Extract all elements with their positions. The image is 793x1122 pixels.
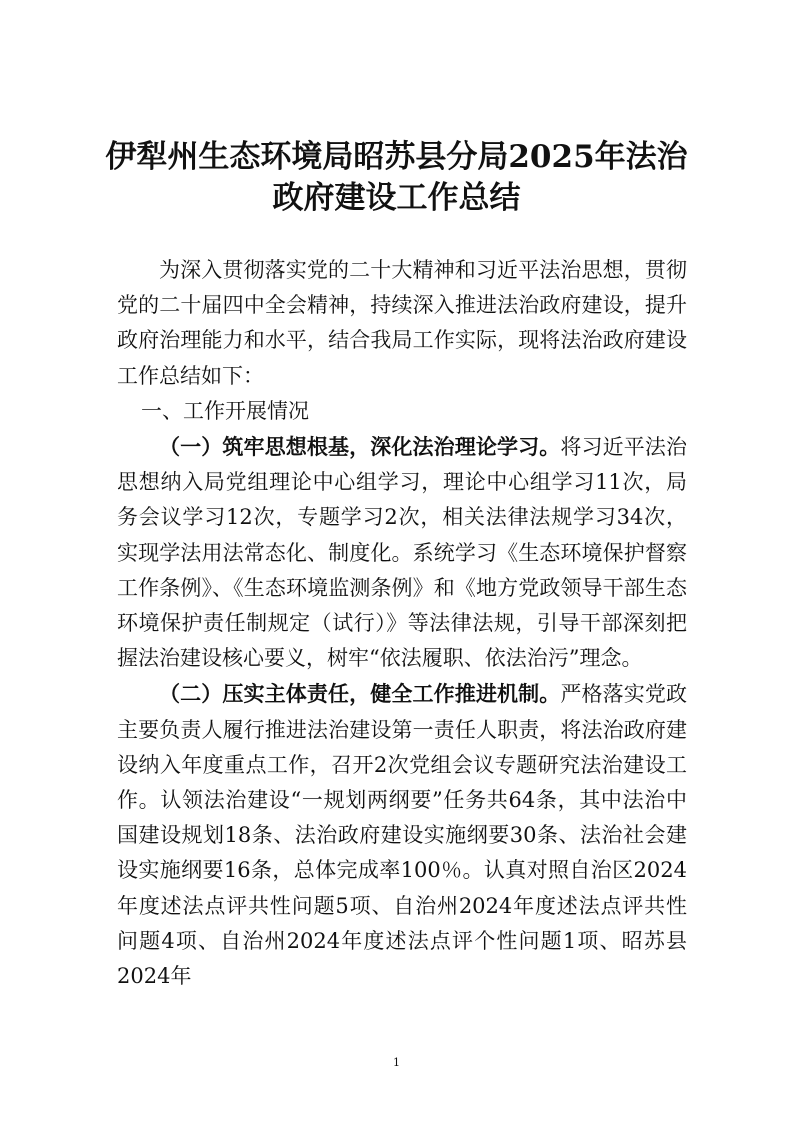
subsection-1-text: 将习近平法治思想纳入局党组理论中心组学习，理论中心组学习11次，局务会议学习12次，专题学习2次，相关法律法规学习34次，实现学法用法常态化、制度化。系统学习《生态环境保护督察工作条例》、《生态环境监测条例》和《地方党政领导干部生态环境保护责任制规定（试行）》等法律法规，引导干部深刻把握法治建设核心要义，树牢“依法履职、依法治污”理念。: [117, 435, 687, 671]
section-heading: 一、工作开展情况: [141, 398, 309, 423]
page-number: 1: [393, 1056, 400, 1069]
intro-paragraph: 为深入贯彻落实党的二十大精神和习近平法治思想，贯彻党的二十届四中全会精神，持续深入推进法治政府建设，提升政府治理能力和水平，结合我局工作实际，现将法治政府建设工作总结如下：: [117, 258, 687, 388]
subsection-2-paragraph: [117, 676, 687, 994]
subsection-1-heading: （一）筑牢思想根基，深化法治理论学习。: [159, 434, 561, 460]
subsection-1-paragraph: [117, 429, 687, 676]
subsection-2-text: 严格落实党政主要负责人履行推进法治建设第一责任人职责，将法治政府建设纳入年度重点工作，召开2次党组会议专题研究法治建设工作。认领法治建设“一规划两纲要”任务共64条，其中法治中国建设规划18条、法治政府建设实施纲要30条、法治社会建设实施纲要16条，总体完成率100％。认真对照自治区2024年度述法点评共性问题5项、自治州2024年度述法点评共性问题4项、自治州2024年度述法点评个性问题1项、昭苏县2024年: [117, 682, 687, 989]
document-title-line-1: 伊犁州生态环境局昭苏县分局2025年法治: [105, 139, 688, 175]
document-title-line-2: 政府建设工作总结: [272, 180, 521, 216]
document-body: [117, 253, 687, 994]
subsection-2-heading: （二）压实主体责任，健全工作推进机制。: [159, 681, 561, 707]
